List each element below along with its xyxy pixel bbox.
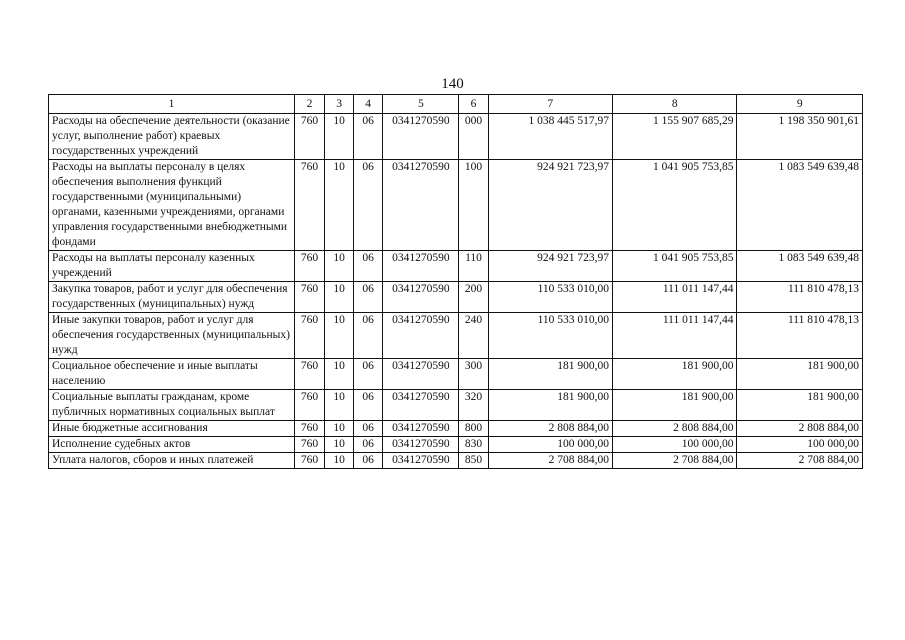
header-cell: 2 (294, 95, 324, 114)
row-code: 10 (325, 437, 354, 453)
table-row (49, 421, 863, 437)
header-row (49, 95, 863, 114)
row-code: 830 (459, 437, 488, 453)
row-code: 110 (459, 251, 488, 282)
budget-table (48, 94, 863, 469)
row-code: 200 (459, 282, 488, 313)
row-code: 06 (354, 160, 383, 251)
row-code: 10 (325, 359, 354, 390)
row-code: 760 (294, 359, 324, 390)
row-code: 760 (294, 390, 324, 421)
row-code: 0341270590 (383, 359, 459, 390)
row-code: 0341270590 (383, 160, 459, 251)
row-code: 760 (294, 421, 324, 437)
table-row (49, 359, 863, 390)
row-code: 10 (325, 160, 354, 251)
row-code: 760 (294, 453, 324, 469)
row-name: Исполнение судебных актов (49, 437, 295, 453)
row-code: 0341270590 (383, 437, 459, 453)
row-amount: 100 000,00 (737, 437, 863, 453)
row-code: 760 (294, 160, 324, 251)
row-amount: 100 000,00 (488, 437, 612, 453)
row-amount: 111 810 478,13 (737, 313, 863, 359)
row-code: 06 (354, 390, 383, 421)
row-name: Расходы на выплаты персоналу казенных учреждений (49, 251, 295, 282)
row-code: 10 (325, 251, 354, 282)
row-amount: 1 083 549 639,48 (737, 251, 863, 282)
header-cell: 4 (354, 95, 383, 114)
row-amount: 181 900,00 (737, 390, 863, 421)
row-code: 000 (459, 114, 488, 160)
row-amount: 1 041 905 753,85 (613, 251, 737, 282)
row-name: Иные бюджетные ассигнования (49, 421, 295, 437)
row-code: 100 (459, 160, 488, 251)
row-amount: 924 921 723,97 (488, 160, 612, 251)
row-code: 300 (459, 359, 488, 390)
row-code: 10 (325, 313, 354, 359)
row-amount: 110 533 010,00 (488, 313, 612, 359)
row-amount: 181 900,00 (488, 390, 612, 421)
row-name: Расходы на выплаты персоналу в целях обеспечения выполнения функций государственными (муниципальными) органами, казенными учреждениями, органами управления государственными внебюджетными фондами (49, 160, 295, 251)
row-code: 760 (294, 251, 324, 282)
row-amount: 111 810 478,13 (737, 282, 863, 313)
row-code: 760 (294, 114, 324, 160)
row-code: 06 (354, 251, 383, 282)
row-amount: 1 198 350 901,61 (737, 114, 863, 160)
table-row (49, 313, 863, 359)
row-name: Расходы на обеспечение деятельности (оказание услуг, выполнение работ) краевых государственных учреждений (49, 114, 295, 160)
row-code: 06 (354, 282, 383, 313)
row-amount: 1 155 907 685,29 (613, 114, 737, 160)
row-amount: 110 533 010,00 (488, 282, 612, 313)
row-code: 10 (325, 390, 354, 421)
row-amount: 1 041 905 753,85 (613, 160, 737, 251)
row-amount: 2 708 884,00 (737, 453, 863, 469)
row-code: 10 (325, 114, 354, 160)
row-amount: 2 808 884,00 (488, 421, 612, 437)
table-row (49, 251, 863, 282)
row-code: 760 (294, 313, 324, 359)
header-cell: 5 (383, 95, 459, 114)
row-name: Закупка товаров, работ и услуг для обеспечения государственных (муниципальных) нужд (49, 282, 295, 313)
header-cell: 6 (459, 95, 488, 114)
row-code: 240 (459, 313, 488, 359)
row-code: 06 (354, 437, 383, 453)
header-cell: 3 (325, 95, 354, 114)
row-code: 850 (459, 453, 488, 469)
row-amount: 100 000,00 (613, 437, 737, 453)
row-name: Социальные выплаты гражданам, кроме публичных нормативных социальных выплат (49, 390, 295, 421)
row-amount: 2 708 884,00 (488, 453, 612, 469)
row-code: 06 (354, 359, 383, 390)
row-name: Иные закупки товаров, работ и услуг для обеспечения государственных (муниципальных) нужд (49, 313, 295, 359)
table-row (49, 453, 863, 469)
row-amount: 924 921 723,97 (488, 251, 612, 282)
row-amount: 111 011 147,44 (613, 282, 737, 313)
table-row (49, 437, 863, 453)
row-amount: 181 900,00 (613, 359, 737, 390)
row-code: 760 (294, 282, 324, 313)
row-code: 10 (325, 282, 354, 313)
row-amount: 1 083 549 639,48 (737, 160, 863, 251)
row-amount: 2 808 884,00 (613, 421, 737, 437)
row-code: 10 (325, 421, 354, 437)
header-cell: 7 (488, 95, 612, 114)
page-number: 140 (441, 76, 464, 92)
row-code: 0341270590 (383, 282, 459, 313)
row-code: 06 (354, 313, 383, 359)
row-code: 06 (354, 453, 383, 469)
row-code: 0341270590 (383, 421, 459, 437)
table-row (49, 160, 863, 251)
row-name: Социальное обеспечение и иные выплаты населению (49, 359, 295, 390)
row-name: Уплата налогов, сборов и иных платежей (49, 453, 295, 469)
row-code: 760 (294, 437, 324, 453)
row-amount: 2 708 884,00 (613, 453, 737, 469)
table-row (49, 282, 863, 313)
row-code: 06 (354, 114, 383, 160)
row-amount: 2 808 884,00 (737, 421, 863, 437)
header-cell: 1 (49, 95, 295, 114)
row-amount: 111 011 147,44 (613, 313, 737, 359)
row-code: 0341270590 (383, 114, 459, 160)
header-cell: 8 (613, 95, 737, 114)
row-amount: 181 900,00 (737, 359, 863, 390)
header-cell: 9 (737, 95, 863, 114)
row-code: 06 (354, 421, 383, 437)
row-code: 800 (459, 421, 488, 437)
row-code: 0341270590 (383, 313, 459, 359)
row-code: 0341270590 (383, 453, 459, 469)
row-code: 0341270590 (383, 390, 459, 421)
row-amount: 181 900,00 (613, 390, 737, 421)
row-code: 10 (325, 453, 354, 469)
row-amount: 1 038 445 517,97 (488, 114, 612, 160)
row-code: 320 (459, 390, 488, 421)
row-code: 0341270590 (383, 251, 459, 282)
table-row (49, 390, 863, 421)
table-row (49, 114, 863, 160)
row-amount: 181 900,00 (488, 359, 612, 390)
